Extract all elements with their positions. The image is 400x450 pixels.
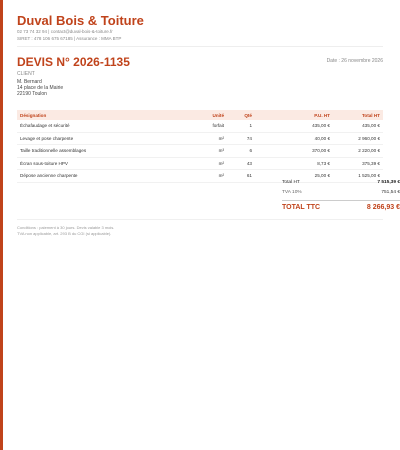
cell-total: 2 960,00 € xyxy=(333,132,383,145)
cell-designation: Levage et pose charpente xyxy=(17,132,173,145)
cell-total: 435,00 € xyxy=(333,120,383,132)
cell-qty: 1 xyxy=(227,120,255,132)
table-header-row xyxy=(17,110,383,120)
cell-qty: 74 xyxy=(227,132,255,145)
client-address-line2: 22190 Toulon xyxy=(17,91,47,97)
cell-unit: m² xyxy=(173,132,227,145)
table-row xyxy=(17,145,383,158)
client-address-line1: 14 place de la Mairie xyxy=(17,85,64,91)
total-ttc-value: 8 266,93 € xyxy=(366,204,400,211)
table-row xyxy=(17,157,383,170)
cell-total: 375,39 € xyxy=(333,157,383,170)
cell-designation: Dépose ancienne charpente xyxy=(17,170,173,183)
header-qty: Qté xyxy=(227,110,255,120)
total-ht-label: Total HT xyxy=(282,180,300,185)
cell-unit: forfait xyxy=(173,120,227,132)
company-contact: 02 73 74 32 94 | contact@duval-bois-&-toiture.fr xyxy=(17,29,113,34)
table-row xyxy=(17,170,383,183)
header-unit-price: P.U. HT xyxy=(255,110,333,120)
cell-unit: m³ xyxy=(173,145,227,158)
cell-unit-price: 370,00 € xyxy=(255,145,333,158)
cell-unit: m² xyxy=(173,170,227,183)
footer-tva-note: TVA non applicable, art. 293 B du CGI (si applicable). xyxy=(17,231,112,236)
client-label: CLIENT xyxy=(17,71,35,77)
header-designation: Désignation xyxy=(17,110,173,120)
tva-label: TVA 10% xyxy=(282,190,302,195)
table-row xyxy=(17,132,383,145)
accent-bar xyxy=(0,0,3,450)
cell-designation: Taille traditionnelle assemblages xyxy=(17,145,173,158)
cell-unit-price: 8,73 € xyxy=(255,157,333,170)
cell-total: 2 220,00 € xyxy=(333,145,383,158)
header-unit: Unité xyxy=(173,110,227,120)
footer-divider xyxy=(17,219,383,220)
cell-designation: Écran sous-toiture HPV xyxy=(17,157,173,170)
cell-unit: m² xyxy=(173,157,227,170)
company-legal: SIRET : 478 106 675 67185 | Assurance : MMA BTP xyxy=(17,36,122,41)
items-table xyxy=(17,110,383,183)
tva-value: 751,54 € xyxy=(381,190,400,195)
header-divider xyxy=(17,46,383,47)
client-name: M. Bernard xyxy=(17,79,42,85)
header-total: Total HT xyxy=(333,110,383,120)
table-row xyxy=(17,120,383,132)
footer-conditions: Conditions : paiement à 30 jours. Devis valable 3 mois. xyxy=(17,225,115,230)
cell-unit-price: 435,00 € xyxy=(255,120,333,132)
company-name: Duval Bois & Toiture xyxy=(17,13,144,28)
totals-divider xyxy=(282,200,400,201)
total-ht-value: 7 515,39 € xyxy=(377,180,400,185)
cell-qty: 43 xyxy=(227,157,255,170)
cell-designation: Échafaudage et sécurité xyxy=(17,120,173,132)
document-date: Date : 26 novembre 2026 xyxy=(326,58,383,64)
cell-qty: 6 xyxy=(227,145,255,158)
cell-unit-price: 25,00 € xyxy=(255,170,333,183)
total-ttc-label: TOTAL TTC xyxy=(282,204,321,211)
document-title: DEVIS N° 2026-1135 xyxy=(17,55,130,69)
cell-qty: 61 xyxy=(227,170,255,183)
cell-total: 1 525,00 € xyxy=(333,170,383,183)
cell-unit-price: 40,00 € xyxy=(255,132,333,145)
